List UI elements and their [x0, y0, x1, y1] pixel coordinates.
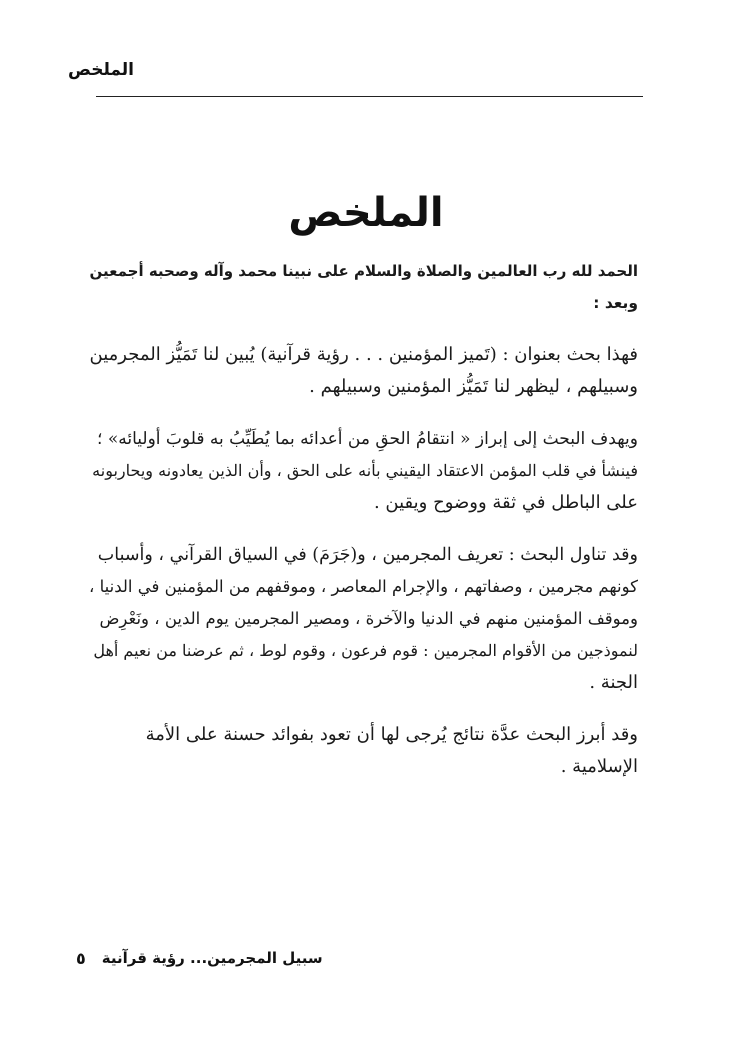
text-line: وموقف المؤمنين منهم في الدنيا والآخرة ، ومصير المجرمين يوم الدين ، ونَعْرِض	[99, 609, 638, 628]
text-line: فينشأ في قلب المؤمن الاعتقاد اليقيني بأنه على الحق ، وأن الذين يعادونه ويحاربونه	[92, 461, 638, 480]
page-footer	[76, 944, 323, 972]
text-line: كونهم مجرمين ، وصفاتهم ، والإجرام المعاصر ، وموقفهم من المؤمنين في الدنيا ،	[89, 577, 638, 596]
book-title: سبيل المجرمين... رؤية قرآنية	[101, 949, 323, 967]
text-line: الجنة .	[589, 672, 638, 693]
text-line: وقد تناول البحث : تعريف المجرمين ، و(جَرَمَ) في السياق القرآني ، وأسباب	[97, 545, 638, 565]
page-number: ٥	[76, 948, 86, 968]
running-head-title: الملخص	[68, 60, 134, 80]
header-rule	[96, 96, 643, 97]
body-text	[88, 255, 638, 783]
paragraph-2	[88, 423, 638, 519]
running-header	[68, 60, 643, 96]
text-line: لنموذجين من الأقوام المجرمين : قوم فرعون ، وقوم لوط ، ثم عرضنا من نعيم أهل	[93, 641, 638, 660]
text-line: على الباطل في ثقة ووضوح ويقين .	[373, 492, 638, 513]
paragraph-1	[88, 339, 638, 403]
text-line: وسبيلهم ، ليظهر لنا تَمَيُّز المؤمنين وسبيلهم .	[309, 376, 638, 397]
intro-line: الحمد لله رب العالمين والصلاة والسلام على نبينا محمد وآله وصحبه أجمعين	[89, 262, 638, 280]
intro-line: وبعد :	[593, 294, 638, 312]
paragraph-4	[88, 719, 638, 783]
text-line: فهذا بحث بعنوان : (تَميز المؤمنين . . . رؤية قرآنية) يُبين لنا تَمَيُّز المجرمين	[89, 344, 638, 365]
text-line: وقد أبرز البحث عدَّة نتائج يُرجى لها أن تعود بفوائد حسنة على الأمة	[145, 724, 638, 745]
text-line: الإسلامية .	[560, 756, 638, 777]
page-title: الملخص	[288, 190, 444, 236]
paragraph-3	[88, 539, 638, 699]
text-line: ويهدف البحث إلى إبراز « انتقامُ الحقِ من أعدائه بما يُطَيِّبُ به قلوبَ أوليائه» ؛	[97, 429, 638, 449]
